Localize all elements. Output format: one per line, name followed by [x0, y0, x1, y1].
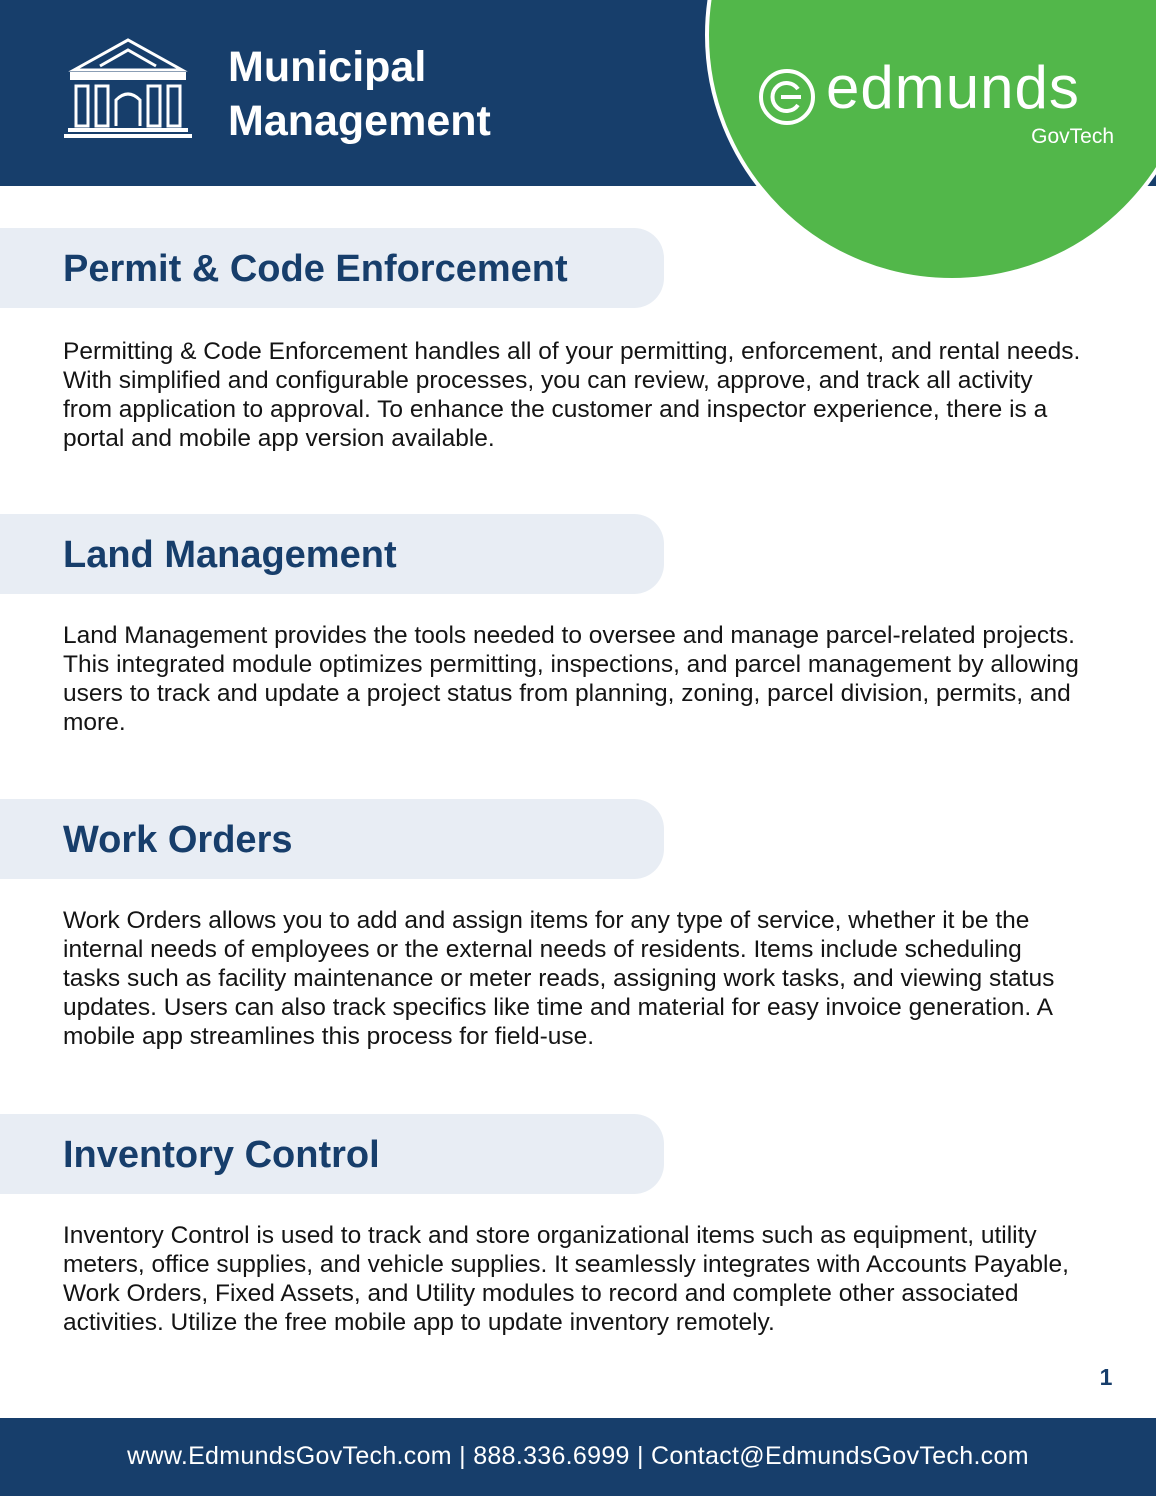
logo-subtitle: GovTech	[1031, 125, 1114, 148]
building-icon	[64, 36, 192, 140]
page-title	[228, 40, 491, 148]
section-header-work-orders	[0, 799, 664, 879]
section-body: Permitting & Code Enforcement handles all of your permitting, enforcement, and rental needs. With simplified and configurable processes, you can review, approve, and track all activity from application to approval. To enhance the customer and inspector experience, there is a portal and mobile app version available.	[63, 338, 1081, 452]
page-number: 1	[1099, 1364, 1113, 1390]
footer-contact: www.EdmundsGovTech.com | 888.336.6999 | Contact@EdmundsGovTech.com	[127, 1442, 1029, 1470]
edmunds-logo-mark-icon	[758, 68, 816, 126]
section-header-inventory	[0, 1114, 664, 1194]
section-title: Work Orders	[63, 819, 293, 861]
page-title-line-1: Municipal	[228, 43, 427, 91]
section-body: Inventory Control is used to track and store organizational items such as equipment, utility meters, office supplies, and vehicle supplies. It seamlessly integrates with Accounts Payable, Work Orders, Fixed Assets, and Utility modules to record and complete other associated activities. Utilize the free mobile app to update inventory remotely.	[63, 1222, 1069, 1336]
section-header-permit	[0, 228, 664, 308]
logo-wordmark: edmunds	[826, 54, 1080, 121]
section-body: Work Orders allows you to add and assign items for any type of service, whether it be the internal needs of employees or the external needs of residents. Items include scheduling tasks such as facility maintenance or meter reads, assigning work tasks, and viewing status updates. Users can also track specifics like time and material for easy invoice generation. A mobile app streamlines this process for field-use.	[63, 907, 1055, 1050]
footer-band	[0, 1418, 1156, 1496]
section-header-land	[0, 514, 664, 594]
page-title-line-2: Management	[228, 97, 491, 145]
section-title: Inventory Control	[63, 1134, 380, 1176]
section-body: Land Management provides the tools needed to oversee and manage parcel-related projects. This integrated module optimizes permitting, inspections, and parcel management by allowing users to track and update a project status from planning, zoning, parcel division, permits, and more.	[63, 622, 1079, 736]
section-title: Permit & Code Enforcement	[63, 248, 568, 290]
section-title: Land Management	[63, 534, 397, 576]
